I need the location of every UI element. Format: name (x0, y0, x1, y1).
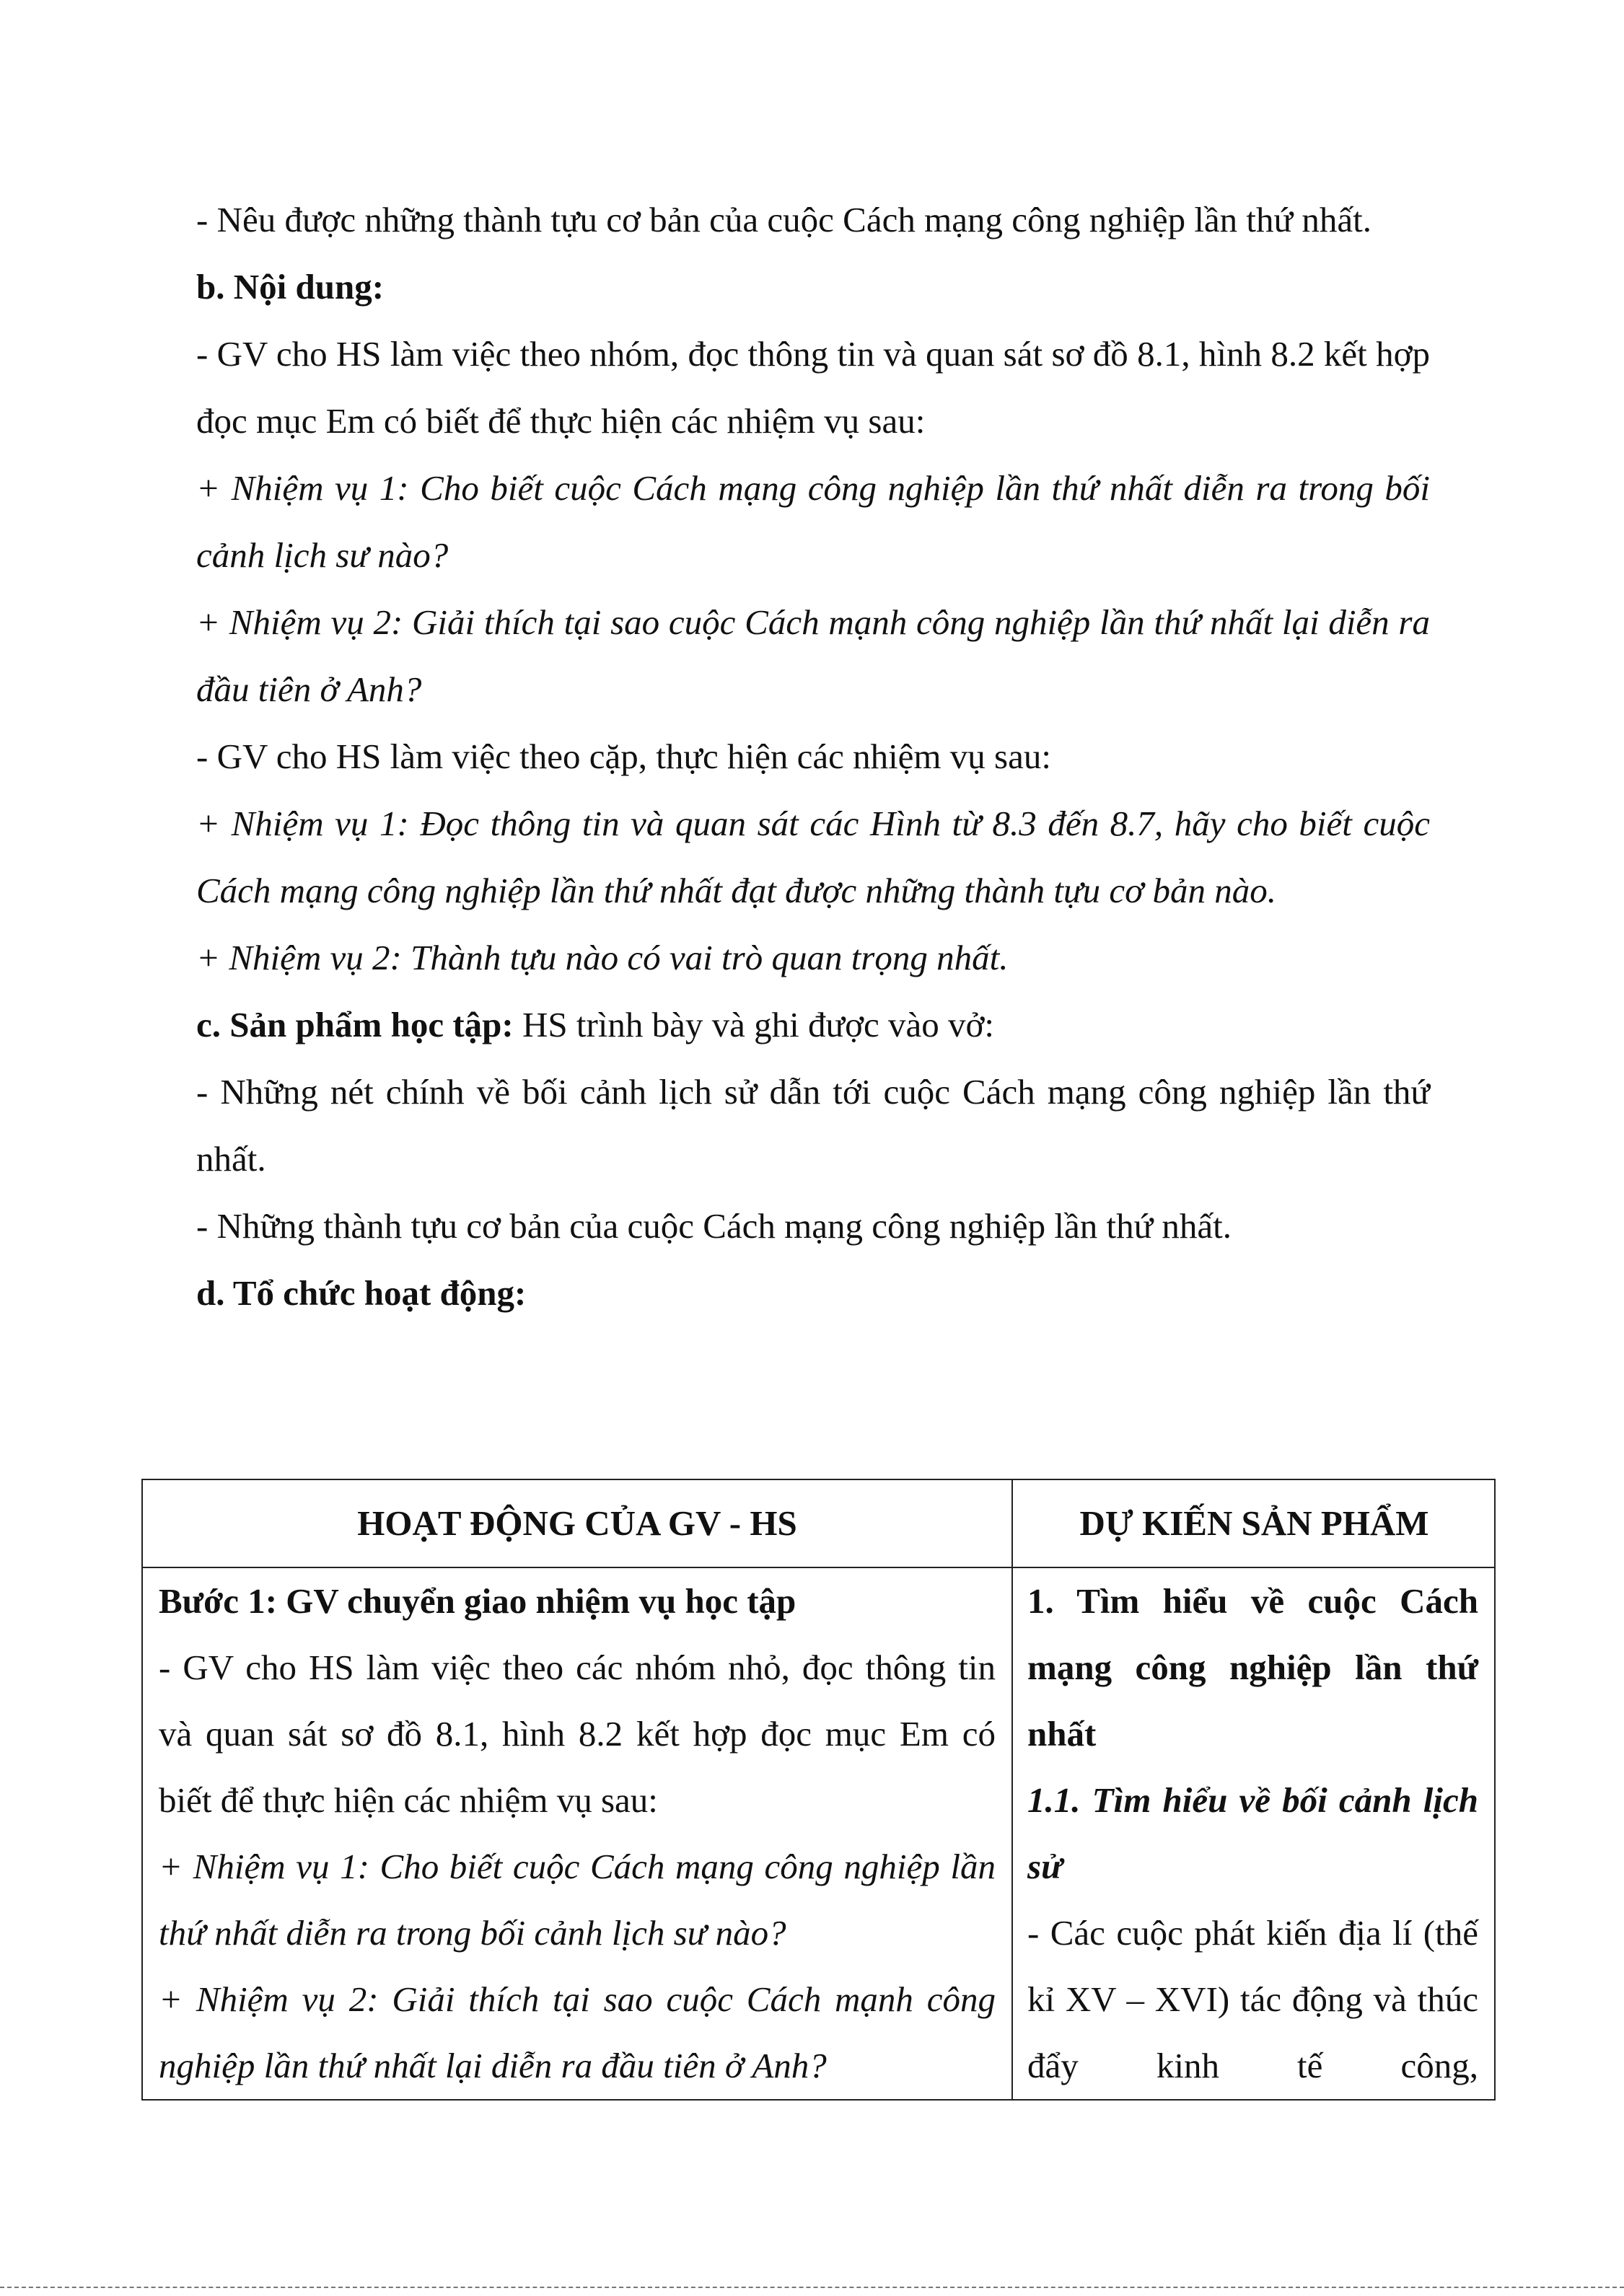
product-heading-1: 1. Tìm hiểu về cuộc Cách mạng công nghiệp lần thứ nhất (1027, 1581, 1478, 1754)
products-cell (1027, 1568, 1478, 2099)
product-heading-1-1: 1.1. Tìm hiểu về bối cảnh lịch sử (1027, 1780, 1478, 1886)
step-1-title: Bước 1: GV chuyển giao nhiệm vụ học tập (159, 1581, 796, 1621)
activity-table (141, 1479, 1496, 2101)
column-divider (1011, 1480, 1013, 2099)
step-1-task-2: + Nhiệm vụ 2: Giải thích tại sao cuộc Cách mạnh công nghiệp lần thứ nhất lại diễn ra đầu tiên ở Anh? (159, 1979, 996, 2085)
organization-heading: d. Tổ chức hoạt động: (196, 1273, 527, 1313)
product-item-1: - Những nét chính về bối cảnh lịch sử dẫn tới cuộc Cách mạng công nghiệp lần thứ nhất. (196, 1072, 1430, 1179)
pair-task-2-paragraph: + Nhiệm vụ 2: Thành tựu nào có vai trò quan trọng nhất. (196, 938, 1009, 977)
group-work-paragraph: - GV cho HS làm việc theo nhóm, đọc thông tin và quan sát sơ đồ 8.1, hình 8.2 kết hợp đọc mục Em có biết để thực hiện các nhiệm vụ sau: (196, 334, 1430, 441)
task-1-paragraph: + Nhiệm vụ 1: Cho biết cuộc Cách mạng công nghiệp lần thứ nhất diễn ra trong bối cảnh lịch sư nào? (196, 468, 1430, 575)
body-text (196, 186, 1430, 1327)
table-header-products: DỰ KIẾN SẢN PHẨM (1079, 1503, 1429, 1543)
product-text: HS trình bày và ghi được vào vở: (513, 1005, 995, 1044)
pair-task-1-paragraph: + Nhiệm vụ 1: Đọc thông tin và quan sát các Hình từ 8.3 đến 8.7, hãy cho biết cuộc Cách mạng công nghiệp lần thứ nhất đạt được những thành tựu cơ bản nào. (196, 804, 1430, 910)
product-heading: c. Sản phẩm học tập: (196, 1005, 514, 1044)
step-1-task-1: + Nhiệm vụ 1: Cho biết cuộc Cách mạng công nghiệp lần thứ nhất diễn ra trong bối cảnh lịch sư nào? (159, 1847, 996, 1953)
activities-cell (159, 1568, 996, 2099)
content-heading: b. Nội dung: (196, 267, 385, 307)
objective-paragraph: - Nêu được những thành tựu cơ bản của cuộc Cách mạng công nghiệp lần thứ nhất. (196, 200, 1371, 239)
product-context-text: - Các cuộc phát kiến địa lí (thế kỉ XV – XVI) tác động và thúc đẩy kinh tế công, (1027, 1913, 1478, 2085)
product-item-2: - Những thành tựu cơ bản của cuộc Cách mạng công nghiệp lần thứ nhất. (196, 1206, 1232, 1246)
step-1-description: - GV cho HS làm việc theo các nhóm nhỏ, đọc thông tin và quan sát sơ đồ 8.1, hình 8.2 kết hợp đọc mục Em có biết để thực hiện các nhiệm vụ sau: (159, 1648, 996, 1820)
task-2-paragraph: + Nhiệm vụ 2: Giải thích tại sao cuộc Cách mạnh công nghiệp lần thứ nhất lại diễn ra đầu tiên ở Anh? (196, 602, 1430, 709)
table-header-activities: HOẠT ĐỘNG CỦA GV - HS (357, 1503, 797, 1543)
page-bottom-rule (0, 2287, 1624, 2288)
pair-work-paragraph: - GV cho HS làm việc theo cặp, thực hiện các nhiệm vụ sau: (196, 736, 1051, 776)
product-paragraph (196, 991, 1430, 1058)
